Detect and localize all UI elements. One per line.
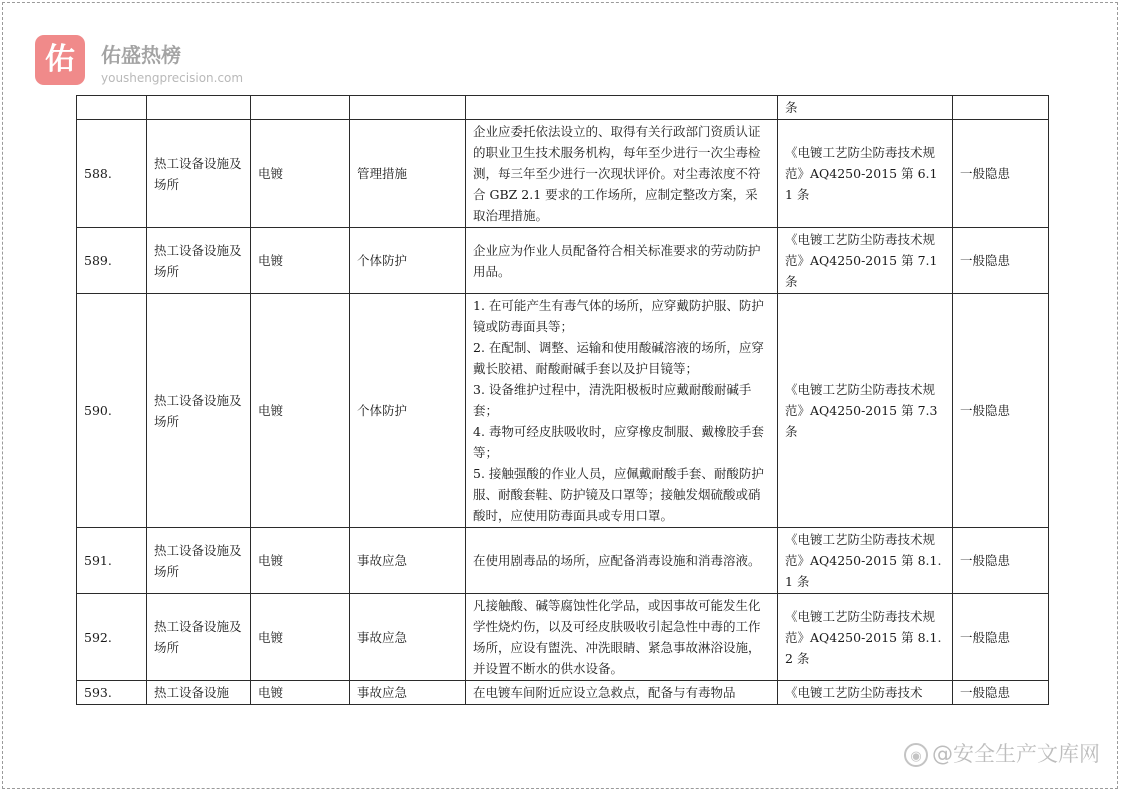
content-line: 3. 设备维护过程中，清洗阳极板时应戴耐酸耐碱手套；	[473, 382, 752, 418]
cell-level: 一般隐患	[953, 528, 1049, 594]
cell-basis: 《电镀工艺防尘防毒技术规范》AQ4250-2015 第 8.1.2 条	[778, 594, 953, 681]
cell-level: 一般隐患	[953, 594, 1049, 681]
cell-basis: 条	[778, 96, 953, 120]
cell-category: 热工设备设施及场所	[147, 294, 251, 528]
cell-number: 590.	[77, 294, 147, 528]
content-line: 4. 毒物可经皮肤吸收时，应穿橡皮制服、戴橡胶手套等；	[473, 424, 764, 460]
cell-empty	[466, 96, 778, 120]
cell-type: 个体防护	[350, 228, 466, 294]
content-line: 2. 在配制、调整、运输和使用酸碱溶液的场所，应穿戴长胶裙、耐酸耐碱手套以及护目镜等；	[473, 340, 764, 376]
cell-number: 592.	[77, 594, 147, 681]
content-line: 1. 在可能产生有毒气体的场所，应穿戴防护服、防护镜或防毒面具等；	[473, 298, 764, 334]
cell-level: 一般隐患	[953, 681, 1049, 705]
cell-subcategory: 电镀	[251, 294, 350, 528]
table-row	[77, 528, 1049, 594]
cell-basis: 《电镀工艺防尘防毒技术规范》AQ4250-2015 第 6.11 条	[778, 120, 953, 228]
cell-content	[466, 294, 778, 528]
content-line: 凡接触酸、碱等腐蚀性化学品，或因事故可能发生化学性烧灼伤，以及可经皮肤吸收引起急性中毒的工作场所，应设有盥洗、冲洗眼睛、紧急事故淋浴设施，并设置不断水的供水设备。	[473, 598, 761, 676]
hazard-table	[76, 95, 1049, 705]
cell-content	[466, 528, 778, 594]
cell-number: 591.	[77, 528, 147, 594]
cell-category: 热工设备设施及场所	[147, 120, 251, 228]
cell-number: 588.	[77, 120, 147, 228]
cell-category: 热工设备设施及场所	[147, 594, 251, 681]
cell-content	[466, 228, 778, 294]
cell-content	[466, 681, 778, 705]
cell-content	[466, 120, 778, 228]
cell-empty	[251, 96, 350, 120]
cell-number: 593.	[77, 681, 147, 705]
table-row	[77, 228, 1049, 294]
cell-empty	[350, 96, 466, 120]
cell-number: 589.	[77, 228, 147, 294]
table-row	[77, 594, 1049, 681]
cell-category: 热工设备设施及场所	[147, 228, 251, 294]
cell-type: 事故应急	[350, 594, 466, 681]
cell-type: 个体防护	[350, 294, 466, 528]
cell-level: 一般隐患	[953, 228, 1049, 294]
table-row-partial	[77, 96, 1049, 120]
content-line: 5. 接触强酸的作业人员，应佩戴耐酸手套、耐酸防护服、耐酸套鞋、防护镜及口罩等；接触发烟硫酸或硝酸时，应使用防毒面具或专用口罩。	[473, 466, 764, 523]
weibo-icon: ◉	[904, 743, 928, 767]
cell-subcategory: 电镀	[251, 594, 350, 681]
cell-type: 事故应急	[350, 681, 466, 705]
table-row	[77, 681, 1049, 705]
cell-basis: 《电镀工艺防尘防毒技术规范》AQ4250-2015 第 8.1.1 条	[778, 528, 953, 594]
cell-subcategory: 电镀	[251, 528, 350, 594]
content-line: 在电镀车间附近应设立急救点，配备与有毒物品	[473, 685, 736, 700]
brand-logo: 佑	[35, 35, 85, 85]
table-row	[77, 294, 1049, 528]
cell-type: 事故应急	[350, 528, 466, 594]
brand-name: 佑盛热榜	[101, 43, 181, 67]
cell-category: 热工设备设施及场所	[147, 528, 251, 594]
brand-url: youshengprecision.com	[101, 71, 244, 85]
content-line: 企业应委托依法设立的、取得有关行政部门资质认证的职业卫生技术服务机构，每年至少进行一次尘毒检测，每三年至少进行一次现状评价。对尘毒浓度不符合 GBZ 2.1 要求的工作场所，应制定整改方案，采取治理措施。	[473, 124, 761, 223]
table-row	[77, 120, 1049, 228]
cell-subcategory: 电镀	[251, 120, 350, 228]
watermark-text: @安全生产文库网	[932, 742, 1100, 766]
content-line: 在使用剧毒品的场所，应配备消毒设施和消毒溶液。	[473, 553, 761, 568]
cell-level: 一般隐患	[953, 294, 1049, 528]
cell-empty	[953, 96, 1049, 120]
cell-type: 管理措施	[350, 120, 466, 228]
cell-category: 热工设备设施	[147, 681, 251, 705]
watermark	[904, 738, 1100, 768]
cell-basis: 《电镀工艺防尘防毒技术规范》AQ4250-2015 第 7.1 条	[778, 228, 953, 294]
cell-level: 一般隐患	[953, 120, 1049, 228]
cell-subcategory: 电镀	[251, 681, 350, 705]
cell-content	[466, 594, 778, 681]
cell-subcategory: 电镀	[251, 228, 350, 294]
cell-empty	[147, 96, 251, 120]
cell-basis: 《电镀工艺防尘防毒技术规范》AQ4250-2015 第 7.3 条	[778, 294, 953, 528]
cell-empty	[77, 96, 147, 120]
content-line: 企业应为作业人员配备符合相关标准要求的劳动防护用品。	[473, 242, 761, 279]
cell-basis: 《电镀工艺防尘防毒技术	[778, 681, 953, 705]
